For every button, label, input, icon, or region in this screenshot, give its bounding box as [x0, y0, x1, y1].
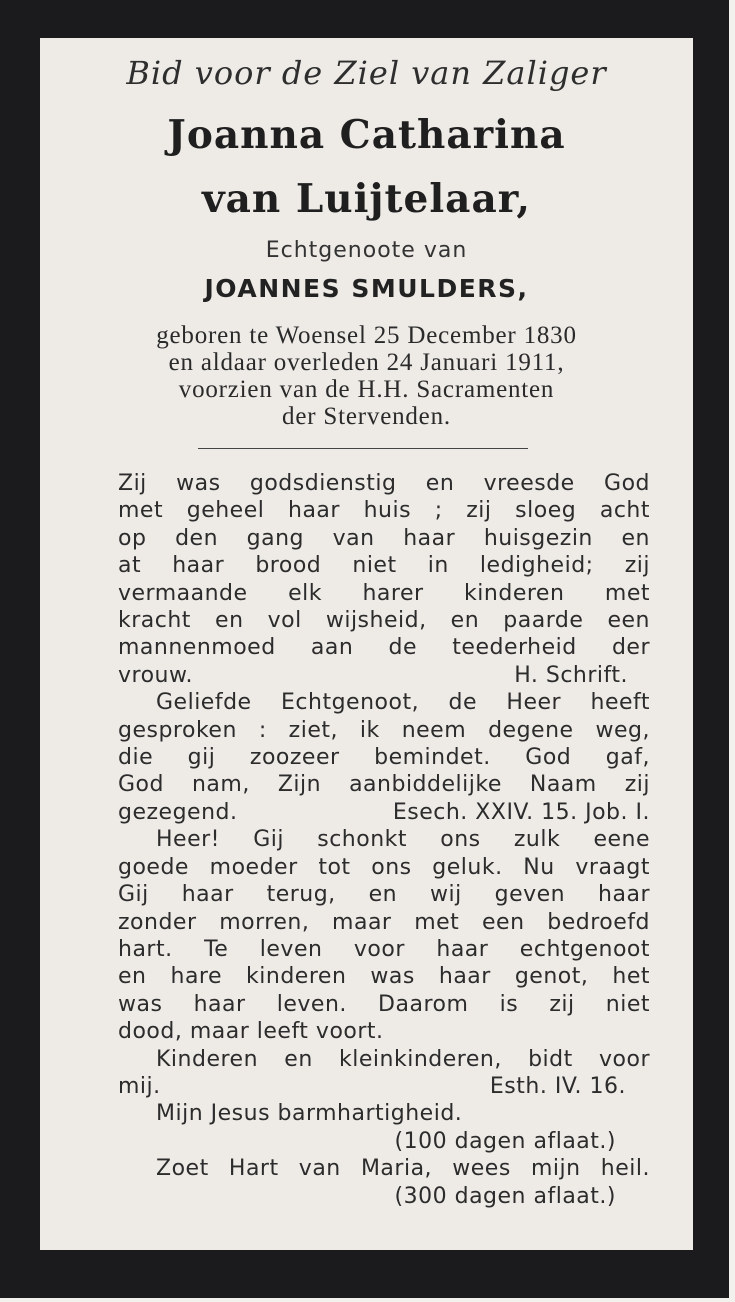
prayer-line: Mijn Jesus barmhartigheid. [156, 1101, 463, 1127]
text-fragment: mij. [118, 1073, 161, 1099]
text-line: Heer! Gij schonkt ons zulk eene [156, 827, 650, 853]
invocation-heading: Bid voor de Ziel van Zaliger [126, 54, 607, 92]
text-line: hart. Te leven voor haar echtgenoot [118, 936, 650, 962]
scripture-reference: Esech. XXIV. 15. Job. I. [392, 799, 650, 825]
text-line: Gij haar terug, en wij geven haar [118, 882, 650, 908]
text-line: Kinderen en kleinkinderen, bidt voor [156, 1046, 650, 1072]
scan-edge-right [729, 0, 735, 1302]
text-fragment: gezegend. [118, 799, 238, 825]
text-line: God nam, Zijn aanbiddelijke Naam zij [118, 772, 650, 798]
body-text [118, 470, 650, 1210]
scripture-reference: H. Schrift. [514, 662, 628, 688]
indulgence-note: (300 dagen aflaat.) [394, 1183, 616, 1209]
text-line: mannenmoed aan de teederheid der [118, 635, 650, 661]
text-line: die gij zoozeer bemindet. God gaf, [118, 745, 650, 771]
text-line-with-reference [118, 799, 650, 826]
text-line: op den gang van haar huisgezin en [118, 525, 650, 551]
text-line: at haar brood niet in ledigheid; zij [118, 553, 650, 579]
text-line: Geliefde Echtgenoot, de Heer heeft [156, 690, 650, 716]
bio-line: voorzien van de H.H. Sacramenten [178, 376, 555, 403]
indulgence-note: (100 dagen aflaat.) [394, 1128, 616, 1154]
bio-line: geboren te Woensel 25 December 1830 [156, 322, 577, 349]
spouse-title: Echtgenoote van [265, 238, 468, 263]
prayer-line: Zoet Hart van Maria, wees mijn heil. [156, 1156, 650, 1182]
text-line: goede moeder tot ons geluk. Nu vraagt [118, 854, 650, 880]
deceased-name-line1: Joanna Catharina [167, 112, 566, 158]
text-line: Zij was godsdienstig en vreesde God [118, 471, 650, 496]
text-line-with-reference [118, 1073, 650, 1100]
bio-line: en aldaar overleden 24 Januari 1911, [168, 349, 565, 376]
divider-rule [198, 448, 528, 449]
text-line-with-reference [118, 662, 650, 689]
text-line: dood, maar leeft voort. [118, 1019, 384, 1045]
card-paper [40, 38, 693, 1250]
biography-block [40, 322, 693, 430]
text-line: vermaande elk harer kinderen met [118, 580, 650, 606]
deceased-name-line2: van Luijtelaar, [201, 176, 532, 222]
spouse-name: JOANNES SMULDERS, [204, 274, 529, 303]
scripture-reference: Esth. IV. 16. [489, 1073, 626, 1099]
bio-line: der Stervenden. [282, 403, 451, 430]
text-line: kracht en vol wijsheid, en paarde een [118, 608, 650, 634]
text-line: met geheel haar huis ; zij sloeg acht [118, 498, 650, 524]
text-line: was haar leven. Daarom is zij niet [118, 991, 650, 1017]
text-line: zonder morren, maar met een bedroefd [118, 909, 650, 935]
scan-edge-bottom [0, 1298, 735, 1302]
text-line: en hare kinderen was haar genot, het [118, 964, 650, 990]
text-fragment: vrouw. [118, 662, 193, 688]
text-line: gesproken : ziet, ik neem degene weg, [118, 717, 650, 743]
